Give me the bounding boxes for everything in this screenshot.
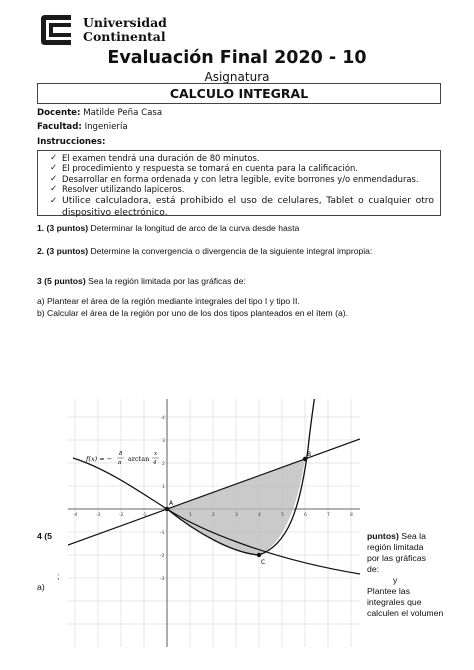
facultad-label: Facultad: (37, 122, 82, 132)
checkmark-icon: ✓ (50, 195, 58, 206)
instructions-list (37, 150, 441, 216)
point-b-label: B (307, 451, 312, 458)
x-tick-label: 4 (258, 513, 261, 518)
question-1-label: 1. (3 puntos) (37, 223, 89, 233)
x-tick-label: 3 (235, 513, 238, 518)
question-3-label: 3 (5 puntos) (37, 276, 86, 286)
question-1 (37, 223, 299, 233)
checkmark-icon: ✓ (50, 173, 58, 184)
university-name (83, 16, 167, 44)
question-3-part-a: a) Plantear el área de la región mediante integrales del tipo I y tipo II. (37, 296, 300, 306)
instrucciones-row (37, 137, 105, 147)
facultad-row (37, 122, 128, 132)
university-logo-icon (37, 13, 77, 47)
checkmark-icon: ✓ (50, 153, 58, 163)
docente-label: Docente: (37, 108, 81, 118)
instrucciones-label: Instrucciones: (37, 137, 106, 147)
question-3 (37, 276, 246, 286)
formula-numerator: 8 (119, 451, 123, 457)
checkmark-icon: ✓ (50, 163, 58, 174)
question-4-part-a: a) (37, 582, 45, 592)
question-4-right-line: y (393, 575, 398, 585)
checkmark-icon: ✓ (50, 184, 58, 195)
question-4-right-text (367, 531, 443, 619)
question-4-right-line: región limitada (367, 542, 424, 552)
subject-label: Asignatura (204, 70, 270, 84)
formula-arg-numerator: x (154, 451, 158, 457)
docente-row (37, 108, 162, 118)
question-4-points: puntos) (367, 531, 399, 541)
question-4-label: 4 (5 (37, 531, 52, 541)
question-4-semicolon: ; (57, 571, 60, 581)
question-4-right-line: calculen el volumen (367, 608, 444, 618)
point-a-marker (165, 507, 169, 511)
university-logo (37, 12, 197, 48)
instruction-item: ✓ Desarrollar en forma ordenada y con letra legible, evite borrones y/o enmendaduras. (50, 173, 419, 184)
y-tick-label: -3 (160, 577, 165, 582)
y-tick-label: 1 (162, 485, 165, 490)
question-4-right-line: integrales que (367, 597, 422, 607)
formula-function: arctan (128, 455, 150, 463)
y-tick-label: -1 (160, 531, 165, 536)
point-c-marker (257, 553, 261, 557)
question-2-label: 2. (3 puntos) (37, 246, 89, 256)
x-tick-label: 1 (189, 513, 192, 518)
y-tick-label: 2 (162, 462, 165, 467)
question-3-part-b: b) Calcular el área de la región por uno de los dos tipos planteados en el ítem (a). (37, 308, 348, 318)
x-tick-label: 2 (212, 513, 215, 518)
course-name-box: CALCULO INTEGRAL (37, 83, 441, 104)
x-tick-label: 5 (281, 513, 284, 518)
instruction-item: ✓ El examen tendrá una duración de 80 minutos. (50, 153, 260, 163)
question-4-right-line: Plantee las (367, 586, 410, 596)
y-tick-label: 4 (162, 416, 165, 421)
instruction-item: ✓ Resolver utilizando lapiceros. (50, 184, 185, 195)
x-tick-label: 7 (327, 513, 330, 518)
x-tick-label: -1 (142, 513, 147, 518)
instruction-item: ✓ El procedimiento y respuesta se tomará en cuenta para la calificación. (50, 163, 358, 174)
function-formula (85, 451, 159, 466)
x-tick-label: -4 (73, 513, 78, 518)
question-4-right-line: por las gráficas (367, 553, 426, 563)
question-4-right-line: de: (367, 564, 380, 574)
region-graph (68, 399, 360, 647)
formula-lhs: f(x) = − (86, 455, 113, 463)
x-tick-label: -2 (119, 513, 124, 518)
x-tick-label: -3 (96, 513, 101, 518)
question-1-text: Determinar la longitud de arco de la curva desde hasta (90, 223, 300, 233)
y-tick-label: 3 (162, 439, 165, 444)
point-c-label: C (261, 559, 266, 566)
x-tick-labels (73, 512, 353, 518)
instruction-item: ✓ Utilice calculadora, está prohibido el uso de celulares, Tablet o cualquier otro dispositivo electrónico. (50, 194, 434, 218)
x-tick-label: 8 (350, 513, 353, 518)
question-4-right-line: puntos) Sea la (367, 531, 426, 541)
point-a-label: A (169, 500, 174, 507)
formula-denominator: π (118, 460, 122, 466)
university-name-line1: Universidad (83, 15, 167, 30)
x-tick-label: 6 (304, 513, 307, 518)
question-3-text: Sea la región limitada por las gráficas de: (88, 276, 246, 286)
formula-arg-denominator: 4 (153, 460, 157, 466)
docente-value: Matilde Peña Casa (83, 108, 163, 118)
university-name-line2: Continental (83, 29, 166, 44)
question-2-text: Determine la convergencia o divergencia de la siguiente integral impropia: (90, 246, 373, 256)
y-tick-label: -2 (160, 554, 165, 559)
facultad-value: Ingeniería (84, 122, 128, 132)
question-2 (37, 246, 372, 256)
page-title: Evaluación Final 2020 - 10 (107, 48, 367, 68)
